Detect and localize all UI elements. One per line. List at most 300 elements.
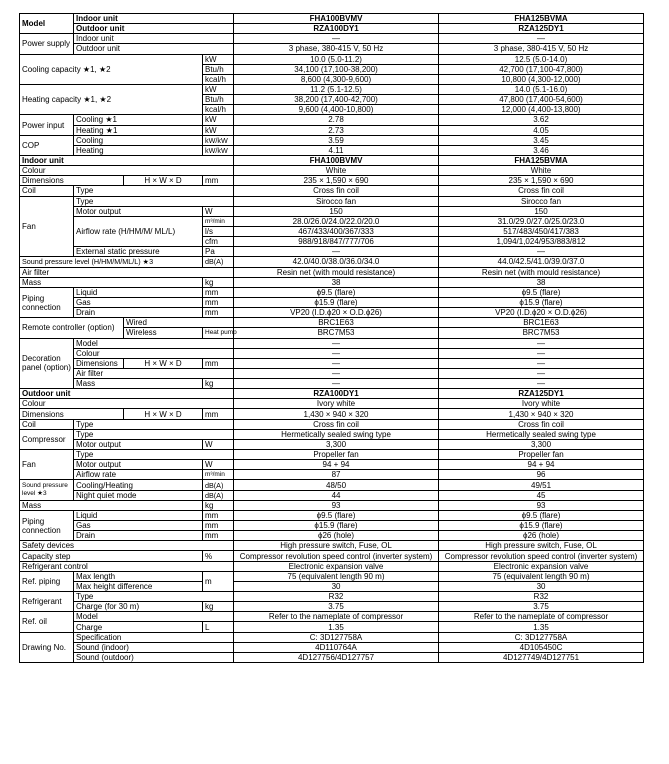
power-input-label: Power input [20, 115, 74, 135]
spec-table [19, 13, 644, 663]
unit-mm: mm [203, 297, 234, 307]
dp-model-b: — [439, 338, 644, 348]
ps-indoor-label: Indoor unit [74, 34, 234, 44]
unit-mm: mm [203, 308, 234, 318]
wireless-a: BRC7M53 [234, 328, 439, 338]
dp-mass-label: Mass [74, 379, 203, 389]
outdoor-colour-row [20, 399, 644, 409]
wired-a: BRC1E63 [234, 318, 439, 328]
pi-heating-label: Heating ★1 [74, 125, 203, 135]
pi-cool-b: 3.62 [439, 115, 644, 125]
remote-controller-row [20, 318, 644, 328]
ref-oil-label: Ref. oil [20, 612, 74, 632]
indoor-dimensions-row [20, 176, 644, 186]
outdoor-coil-row [20, 419, 644, 429]
comp-motor-label: Motor output [74, 439, 203, 449]
sound-pressure-indoor-label: Sound pressure level (H/HM/M/ML/L) ★3 [20, 257, 203, 267]
out-piping-connection-label: Piping connection [20, 510, 74, 540]
out-fan-label: Fan [20, 450, 74, 480]
sp-in-a: 42.0/40.0/38.0/36.0/34.0 [234, 257, 439, 267]
unit-mm: mm [203, 531, 234, 541]
power-input-row [20, 125, 644, 135]
model-header-row [20, 14, 644, 24]
fan-type-b: Sirocco fan [439, 196, 644, 206]
ref-ctrl-a: Electronic expansion valve [234, 561, 439, 571]
out-fan-type-b: Propeller fan [439, 450, 644, 460]
unit-pa: Pa [203, 247, 234, 257]
outdoor-fan-row [20, 470, 644, 480]
max-len-b: 75 (equivalent length 90 m) [439, 571, 644, 581]
af-m3-a: 28.0/26.0/24.0/22.0/20.0 [234, 216, 439, 226]
cooling-capacity-row [20, 54, 644, 64]
coil-b: Cross fin coil [439, 186, 644, 196]
unit-mm: mm [203, 287, 234, 297]
gas-label: Gas [74, 297, 203, 307]
refrigerant-label: Refrigerant [20, 592, 74, 612]
af-m3-b: 31.0/29.0/27.0/25.0/23.0 [439, 216, 644, 226]
indoor-piping-row [20, 297, 644, 307]
cop-label: COP [20, 135, 74, 155]
outdoor-dimensions-row [20, 409, 644, 419]
comp-type-a: Hermetically sealed swing type [234, 429, 439, 439]
unit-kg: kg [203, 500, 234, 510]
out-fan-motor-b: 94 + 94 [439, 460, 644, 470]
safety-b: High pressure switch, Fuse, OL [439, 541, 644, 551]
heating-capacity-label: Heating capacity ★1, ★2 [20, 84, 203, 114]
cooling-heating-label: Cooling/Heating [74, 480, 203, 490]
drain-out-a: ϕ26 (hole) [234, 531, 439, 541]
cooling-capacity-label: Cooling capacity ★1, ★2 [20, 54, 203, 84]
out-coil-b: Cross fin coil [439, 419, 644, 429]
outdoor-section-row [20, 389, 644, 399]
gas-out-a: ϕ15.9 (flare) [234, 521, 439, 531]
cap-step-a: Compressor revolution speed control (inverter system) [234, 551, 439, 561]
decoration-panel-row [20, 379, 644, 389]
compressor-row [20, 439, 644, 449]
max-len-a: 75 (equivalent length 90 m) [234, 571, 439, 581]
outdoor-model-row [20, 24, 644, 34]
liq-in-b: ϕ9.5 (flare) [439, 287, 644, 297]
model-label: Model [20, 14, 74, 34]
gas-in-b: ϕ15.9 (flare) [439, 297, 644, 307]
out-coil-a: Cross fin coil [234, 419, 439, 429]
cool-kcal-b: 10,800 (4,300-12,000) [439, 74, 644, 84]
refrigerant-row [20, 592, 644, 602]
heat-kw-b: 14.0 (5.1-16.0) [439, 84, 644, 94]
ref-type-a: R32 [234, 592, 439, 602]
cop-cool-b: 3.45 [439, 135, 644, 145]
indoor-mass-row [20, 277, 644, 287]
outdoor-piping-row [20, 531, 644, 541]
out-airflow-label: Airflow rate [74, 470, 203, 480]
indoor-air-filter-row [20, 267, 644, 277]
unit-kw: kW [203, 115, 234, 125]
outdoor-section-label: Outdoor unit [20, 389, 234, 399]
out-mass-a: 93 [234, 500, 439, 510]
heat-btu-a: 38,200 (17,400-42,700) [234, 95, 439, 105]
pi-cooling-label: Cooling ★1 [74, 115, 203, 125]
filter-b: Resin net (with mould resistance) [439, 267, 644, 277]
out-dimensions-label: Dimensions [20, 409, 124, 419]
pi-heat-a: 2.73 [234, 125, 439, 135]
oil-model-label: Model [74, 612, 234, 622]
charge-30-b: 3.75 [439, 602, 644, 612]
af-ls-b: 517/483/450/417/383 [439, 226, 644, 236]
ref-ctrl-b: Electronic expansion valve [439, 561, 644, 571]
spec-sheet [19, 13, 644, 663]
in-dim-a: 235 × 1,590 × 690 [234, 176, 439, 186]
cop-heat-b: 3.46 [439, 145, 644, 155]
out-mass-b: 93 [439, 500, 644, 510]
dp-colour-b: — [439, 348, 644, 358]
heat-kcal-b: 12,000 (4,400-13,800) [439, 105, 644, 115]
dp-filter-b: — [439, 368, 644, 378]
snd-out-a: 4D127756/4D127757 [234, 652, 439, 662]
unit-cfm: cfm [203, 237, 234, 247]
night-a: 44 [234, 490, 439, 500]
oil-charge-label: Charge [74, 622, 203, 632]
power-supply-label: Power supply [20, 34, 74, 54]
oil-model-b: Refer to the nameplate of compressor [439, 612, 644, 622]
indoor-coil-row [20, 186, 644, 196]
unit-kwkw: kW/kW [203, 145, 234, 155]
liq-in-a: ϕ9.5 (flare) [234, 287, 439, 297]
dp-colour-a: — [234, 348, 439, 358]
outdoor-fan-row [20, 460, 644, 470]
out-fan-motor-a: 94 + 94 [234, 460, 439, 470]
mass-label: Mass [20, 277, 203, 287]
indoor-model-b: FHA125BVMA [439, 155, 644, 165]
unit-mm: mm [203, 510, 234, 520]
ext-static-label: External static pressure [74, 247, 203, 257]
decoration-panel-row [20, 368, 644, 378]
out-coil-label: Coil [20, 419, 74, 429]
dp-filter-a: — [234, 368, 439, 378]
fan-motor-a: 150 [234, 206, 439, 216]
charge-30m-label: Charge (for 30 m) [74, 602, 203, 612]
hwd-label: H × W × D [124, 176, 203, 186]
fan-motor-b: 150 [439, 206, 644, 216]
night-b: 45 [439, 490, 644, 500]
mass-in-a: 38 [234, 277, 439, 287]
drawing-no-row [20, 652, 644, 662]
ref-piping-label: Ref. piping [20, 571, 74, 591]
mass-in-b: 38 [439, 277, 644, 287]
capacity-step-row [20, 551, 644, 561]
outdoor-model-b: RZA125DY1 [439, 24, 644, 34]
wired-b: BRC1E63 [439, 318, 644, 328]
drawing-no-row [20, 632, 644, 642]
sound-pressure-outdoor-label: Sound pressure level ★3 [20, 480, 74, 500]
air-filter-label: Air filter [20, 267, 234, 277]
ps-outdoor-b: 3 phase, 380-415 V, 50 Hz [439, 44, 644, 54]
out-liquid-label: Liquid [74, 510, 203, 520]
outdoor-piping-row [20, 510, 644, 520]
snd-in-a: 4D110764A [234, 642, 439, 652]
fan-type-a: Sirocco fan [234, 196, 439, 206]
colour-b: White [439, 166, 644, 176]
unit-w: W [203, 206, 234, 216]
sp-ch-a: 48/50 [234, 480, 439, 490]
unit-kw: kW [203, 84, 234, 94]
unit-m: m [203, 571, 234, 591]
max-length-label: Max length [74, 571, 203, 581]
model-b: FHA125BVMA [439, 14, 644, 24]
unit-l: L [203, 622, 234, 632]
colour-a: White [234, 166, 439, 176]
wired-label: Wired [124, 318, 234, 328]
ref-piping-row [20, 581, 644, 591]
out-colour-a: Ivory white [234, 399, 439, 409]
out-af-a: 87 [234, 470, 439, 480]
safety-a: High pressure switch, Fuse, OL [234, 541, 439, 551]
dimensions-label: Dimensions [20, 176, 124, 186]
decoration-panel-row [20, 338, 644, 348]
dp-mass-b: — [439, 379, 644, 389]
dp-hwd-label: H × W × D [124, 358, 203, 368]
unit-m3min: m³/min [203, 470, 234, 480]
esp-b: — [439, 247, 644, 257]
unit-m3min: m³/min [203, 216, 234, 226]
ref-type-b: R32 [439, 592, 644, 602]
snd-in-b: 4D105450C [439, 642, 644, 652]
spec-b: C: 3D127758A [439, 632, 644, 642]
unit-mm: mm [203, 409, 234, 419]
in-dim-b: 235 × 1,590 × 690 [439, 176, 644, 186]
out-colour-label: Colour [20, 399, 234, 409]
sound-indoor-label: Sound (indoor) [74, 642, 234, 652]
ref-oil-row [20, 612, 644, 622]
piping-connection-label: Piping connection [20, 287, 74, 317]
gas-in-a: ϕ15.9 (flare) [234, 297, 439, 307]
comp-type-label: Type [74, 429, 234, 439]
unit-kwkw: kW/kW [203, 135, 234, 145]
cool-btu-a: 34,100 (17,100-38,200) [234, 64, 439, 74]
out-af-b: 96 [439, 470, 644, 480]
power-supply-row [20, 34, 644, 44]
indoor-model-a: FHA100BVMV [234, 155, 439, 165]
cop-cooling-label: Cooling [74, 135, 203, 145]
outdoor-piping-row [20, 521, 644, 531]
coil-label: Coil [20, 186, 74, 196]
wireless-b: BRC7M53 [439, 328, 644, 338]
heat-kw-a: 11.2 (5.1-12.5) [234, 84, 439, 94]
indoor-fan-row [20, 206, 644, 216]
unit-w: W [203, 439, 234, 449]
drain-out-b: ϕ26 (hole) [439, 531, 644, 541]
unit-dba: dB(A) [203, 480, 234, 490]
outdoor-section-a: RZA100DY1 [234, 389, 439, 399]
unit-kg: kg [203, 602, 234, 612]
dp-dim-b: — [439, 358, 644, 368]
sp-in-b: 44.0/42.5/41.0/39.0/37.0 [439, 257, 644, 267]
indoor-colour-row [20, 166, 644, 176]
liquid-label: Liquid [74, 287, 203, 297]
out-coil-type-label: Type [74, 419, 234, 429]
pi-heat-b: 4.05 [439, 125, 644, 135]
unit-dba: dB(A) [203, 490, 234, 500]
dp-mass-a: — [234, 379, 439, 389]
filter-a: Resin net (with mould resistance) [234, 267, 439, 277]
oil-charge-b: 1.35 [439, 622, 644, 632]
wireless-label: Wireless [124, 328, 203, 338]
ps-outdoor-label: Outdoor unit [74, 44, 234, 54]
outdoor-sound-row [20, 490, 644, 500]
ps-indoor-b: — [439, 34, 644, 44]
capacity-step-label: Capacity step [20, 551, 203, 561]
oil-charge-a: 1.35 [234, 622, 439, 632]
decoration-panel-row [20, 348, 644, 358]
comp-motor-b: 3,300 [439, 439, 644, 449]
out-mass-label: Mass [20, 500, 203, 510]
af-cfm-a: 988/918/847/777/706 [234, 237, 439, 247]
indoor-sound-row [20, 257, 644, 267]
heating-capacity-row [20, 84, 644, 94]
ps-outdoor-a: 3 phase, 380-415 V, 50 Hz [234, 44, 439, 54]
indoor-fan-row [20, 247, 644, 257]
drain-label: Drain [74, 308, 203, 318]
compressor-row [20, 429, 644, 439]
dp-dimensions-label: Dimensions [74, 358, 124, 368]
decoration-panel-row [20, 358, 644, 368]
outdoor-fan-row [20, 450, 644, 460]
dp-dim-a: — [234, 358, 439, 368]
model-a: FHA100BVMV [234, 14, 439, 24]
specification-label: Specification [74, 632, 234, 642]
power-supply-outdoor-row [20, 44, 644, 54]
cop-cool-a: 3.59 [234, 135, 439, 145]
dp-model-a: — [234, 338, 439, 348]
safety-devices-row [20, 541, 644, 551]
out-fan-type-a: Propeller fan [234, 450, 439, 460]
compressor-label: Compressor [20, 429, 74, 449]
ref-piping-row [20, 571, 644, 581]
cop-heat-a: 4.11 [234, 145, 439, 155]
coil-a: Cross fin coil [234, 186, 439, 196]
cop-row [20, 135, 644, 145]
drawing-no-label: Drawing No. [20, 632, 74, 662]
max-ht-a: 30 [234, 581, 439, 591]
max-ht-b: 30 [439, 581, 644, 591]
airflow-rate-label: Airflow rate (H/HM/M/ ML/L) [74, 216, 203, 246]
colour-label: Colour [20, 166, 234, 176]
dp-colour-label: Colour [74, 348, 234, 358]
sound-outdoor-label: Sound (outdoor) [74, 652, 234, 662]
unit-mm: mm [203, 176, 234, 186]
liq-out-b: ϕ9.5 (flare) [439, 510, 644, 520]
ref-type-label: Type [74, 592, 234, 602]
pi-cool-a: 2.78 [234, 115, 439, 125]
unit-kw: kW [203, 125, 234, 135]
unit-ls: l/s [203, 226, 234, 236]
charge-30-a: 3.75 [234, 602, 439, 612]
cap-step-b: Compressor revolution speed control (inverter system) [439, 551, 644, 561]
out-gas-label: Gas [74, 521, 203, 531]
cop-heating-label: Heating [74, 145, 203, 155]
safety-devices-label: Safety devices [20, 541, 234, 551]
indoor-piping-row [20, 308, 644, 318]
unit-kg: kg [203, 277, 234, 287]
snd-out-b: 4D127749/4D127751 [439, 652, 644, 662]
out-drain-label: Drain [74, 531, 203, 541]
indoor-section-label: Indoor unit [20, 155, 234, 165]
unit-pct: % [203, 551, 234, 561]
comp-motor-a: 3,300 [234, 439, 439, 449]
indoor-unit-label: Indoor unit [74, 14, 234, 24]
power-input-row [20, 115, 644, 125]
coil-type-label: Type [74, 186, 234, 196]
unit-dba: dB(A) [203, 257, 234, 267]
drain-in-b: VP20 (I.D.ϕ20 × O.D.ϕ26) [439, 308, 644, 318]
comp-type-b: Hermetically sealed swing type [439, 429, 644, 439]
out-fan-type-label: Type [74, 450, 234, 460]
sp-ch-b: 49/51 [439, 480, 644, 490]
cool-kcal-a: 8,600 (4,300-9,600) [234, 74, 439, 84]
cop-row [20, 145, 644, 155]
drawing-no-row [20, 642, 644, 652]
heat-kcal-a: 9,600 (4,400-10,800) [234, 105, 439, 115]
heat-pump-label: Heat pump [203, 328, 234, 338]
ps-indoor-a: — [234, 34, 439, 44]
out-dim-a: 1,430 × 940 × 320 [234, 409, 439, 419]
fan-label: Fan [20, 196, 74, 257]
out-colour-b: Ivory white [439, 399, 644, 409]
refrigerant-control-label: Refrigerant control [20, 561, 234, 571]
drain-in-a: VP20 (I.D.ϕ20 × O.D.ϕ26) [234, 308, 439, 318]
af-cfm-b: 1,094/1,024/953/883/812 [439, 237, 644, 247]
liq-out-a: ϕ9.5 (flare) [234, 510, 439, 520]
max-height-label: Max height difference [74, 581, 203, 591]
unit-kcalh: kcal/h [203, 105, 234, 115]
indoor-piping-row [20, 287, 644, 297]
indoor-fan-row [20, 196, 644, 206]
out-hwd-label: H × W × D [124, 409, 203, 419]
ref-oil-row [20, 622, 644, 632]
unit-mm: mm [203, 521, 234, 531]
night-quiet-label: Night quiet mode [74, 490, 203, 500]
out-fan-motor-label: Motor output [74, 460, 203, 470]
outdoor-section-b: RZA125DY1 [439, 389, 644, 399]
outdoor-unit-label: Outdoor unit [74, 24, 234, 34]
spec-a: C: 3D127758A [234, 632, 439, 642]
unit-kcalh: kcal/h [203, 74, 234, 84]
unit-w: W [203, 460, 234, 470]
unit-kw: kW [203, 54, 234, 64]
refrigerant-row [20, 602, 644, 612]
cool-kw-a: 10.0 (5.0-11.2) [234, 54, 439, 64]
unit-mm: mm [203, 358, 234, 368]
decoration-panel-label: Decoration panel (option) [20, 338, 74, 389]
indoor-section-row [20, 155, 644, 165]
dp-air-filter-label: Air filter [74, 368, 234, 378]
af-ls-a: 467/433/400/367/333 [234, 226, 439, 236]
outdoor-model-a: RZA100DY1 [234, 24, 439, 34]
remote-controller-label: Remote controller (option) [20, 318, 124, 338]
gas-out-b: ϕ15.9 (flare) [439, 521, 644, 531]
out-dim-b: 1,430 × 940 × 320 [439, 409, 644, 419]
unit-btuh: Btu/h [203, 95, 234, 105]
indoor-fan-row [20, 216, 644, 226]
fan-type-label: Type [74, 196, 234, 206]
refrigerant-control-row [20, 561, 644, 571]
esp-a: — [234, 247, 439, 257]
heat-btu-b: 47,800 (17,400-54,600) [439, 95, 644, 105]
oil-model-a: Refer to the nameplate of compressor [234, 612, 439, 622]
motor-output-label: Motor output [74, 206, 203, 216]
dp-model-label: Model [74, 338, 234, 348]
outdoor-mass-row [20, 500, 644, 510]
cool-btu-b: 42,700 (17,100-47,800) [439, 64, 644, 74]
